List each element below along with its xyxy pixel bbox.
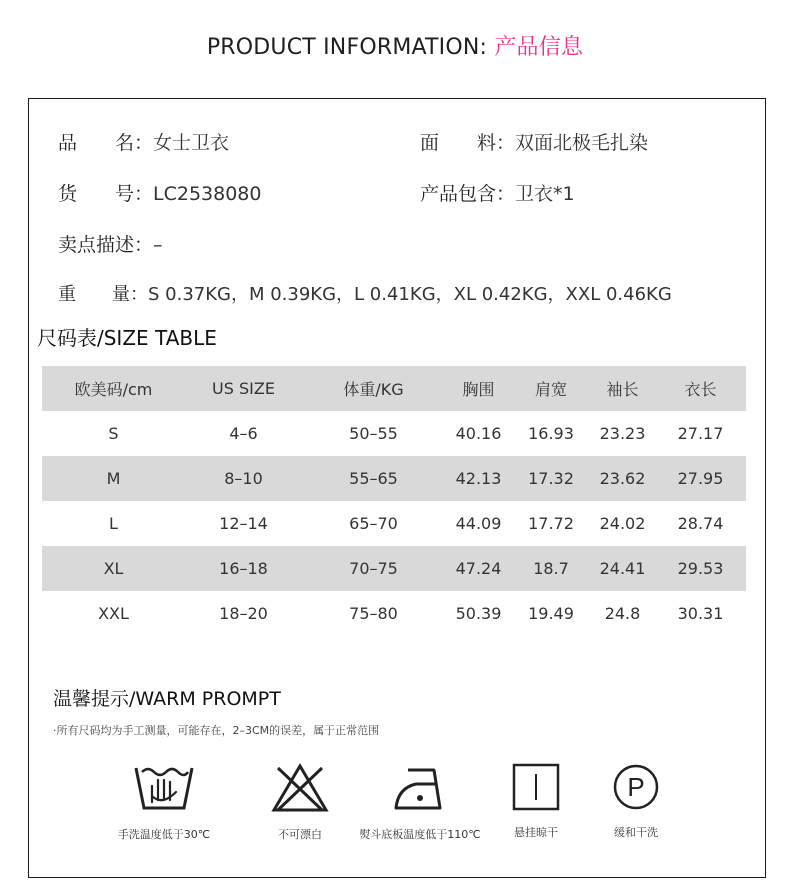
cell: 12–14 — [219, 514, 268, 533]
cell: 24.8 — [604, 604, 641, 623]
info-fabric — [420, 128, 648, 155]
header-title-cn: 产品信息 — [494, 35, 584, 60]
cell: 28.74 — [677, 514, 724, 533]
cell: 23.23 — [599, 424, 646, 443]
care-label-hand-wash: 手洗温度低于30℃ — [117, 828, 211, 841]
cell: 24.41 — [590, 546, 655, 591]
cell: 42.13 — [445, 456, 512, 501]
cell: 27.17 — [677, 424, 724, 443]
dry-clean-symbol: P — [627, 772, 645, 802]
warm-prompt-note: ·所有尺码均为手工测量，可能存在，2–3CM的误差，属于正常范围 — [53, 724, 380, 737]
cell: 27.95 — [655, 456, 746, 501]
info-contents — [420, 179, 575, 206]
col-header-us: US SIZE — [185, 366, 302, 411]
hang-dry-icon — [511, 762, 561, 812]
contents-label: 产品包含： — [420, 183, 516, 205]
care-item-hand-wash — [98, 762, 230, 842]
care-item-no-bleach — [250, 762, 350, 842]
fabric-label: 面 料： — [420, 132, 516, 154]
care-item-hang-dry — [496, 762, 576, 840]
col-header-sleeve: 袖长 — [590, 366, 655, 411]
cell: 40.16 — [455, 424, 502, 443]
weight-label: 重 量： — [58, 284, 148, 305]
contents-value: 卫衣*1 — [515, 183, 575, 205]
cell: 18.7 — [512, 546, 590, 591]
care-item-dry-clean — [596, 762, 676, 840]
hand-wash-icon — [132, 762, 196, 814]
cell: M — [42, 456, 185, 501]
cell: 29.53 — [655, 546, 746, 591]
cell: 17.32 — [512, 456, 590, 501]
selling-label: 卖点描述： — [58, 234, 154, 256]
warm-prompt-title: 温馨提示/WARM PROMPT — [53, 688, 281, 710]
header-title-en: PRODUCT INFORMATION: — [206, 35, 495, 60]
cell: 70–75 — [302, 546, 445, 591]
weight-value: S 0.37KG，M 0.39KG，L 0.41KG，XL 0.42KG，XXL 0.46KG — [148, 284, 672, 305]
care-label-no-bleach: 不可漂白 — [278, 828, 322, 841]
cell: 19.49 — [528, 604, 574, 623]
selling-value: – — [153, 234, 163, 256]
col-header-weight: 体重/KG — [302, 366, 445, 411]
size-table-title: 尺码表/SIZE TABLE — [37, 326, 217, 350]
no-bleach-icon — [270, 762, 330, 814]
cell: 65–70 — [349, 514, 398, 533]
cell: 4–6 — [229, 424, 258, 443]
info-weight — [58, 280, 672, 306]
cell: 23.62 — [590, 456, 655, 501]
col-header-length: 衣长 — [655, 366, 746, 411]
col-header-eu: 欧美码/cm — [42, 366, 185, 411]
cell: L — [109, 514, 118, 533]
cell: 18–20 — [219, 604, 268, 623]
col-header-chest: 胸围 — [445, 366, 512, 411]
cell: 50–55 — [349, 424, 398, 443]
care-label-iron: 熨斗底板温度低于110℃ — [359, 828, 481, 841]
care-label-dry-clean: 缓和干洗 — [614, 826, 658, 839]
cell: 16–18 — [185, 546, 302, 591]
dry-clean-p-icon — [611, 762, 661, 812]
cell: 30.31 — [677, 604, 724, 623]
cell: 75–80 — [349, 604, 398, 623]
table-row — [42, 456, 746, 501]
care-label-hang-dry: 悬挂晾干 — [514, 826, 558, 839]
info-name — [58, 128, 229, 155]
size-table — [42, 366, 746, 636]
sku-label: 货 号： — [58, 183, 154, 205]
table-row — [42, 546, 746, 591]
table-row — [42, 591, 746, 636]
page-header — [0, 30, 790, 61]
cell: XL — [42, 546, 185, 591]
table-row — [42, 411, 746, 456]
cell: 24.02 — [599, 514, 646, 533]
cell: 55–65 — [302, 456, 445, 501]
name-value: 女士卫衣 — [153, 132, 230, 154]
cell: 16.93 — [528, 424, 574, 443]
name-label: 品 名： — [58, 132, 154, 154]
table-row — [42, 501, 746, 546]
cell: 44.09 — [455, 514, 502, 533]
sku-value: LC2538080 — [153, 183, 262, 205]
cell: 8–10 — [185, 456, 302, 501]
info-selling — [58, 230, 163, 257]
cell: S — [108, 424, 119, 443]
info-sku — [58, 179, 262, 206]
size-table-header-row — [42, 366, 746, 411]
cell: 47.24 — [445, 546, 512, 591]
care-item-iron — [345, 762, 495, 842]
cell: XXL — [98, 604, 129, 623]
fabric-value: 双面北极毛扎染 — [515, 132, 649, 154]
iron-low-icon — [390, 762, 450, 814]
cell: 50.39 — [455, 604, 502, 623]
col-header-shoulder: 肩宽 — [512, 366, 590, 411]
cell: 17.72 — [528, 514, 574, 533]
